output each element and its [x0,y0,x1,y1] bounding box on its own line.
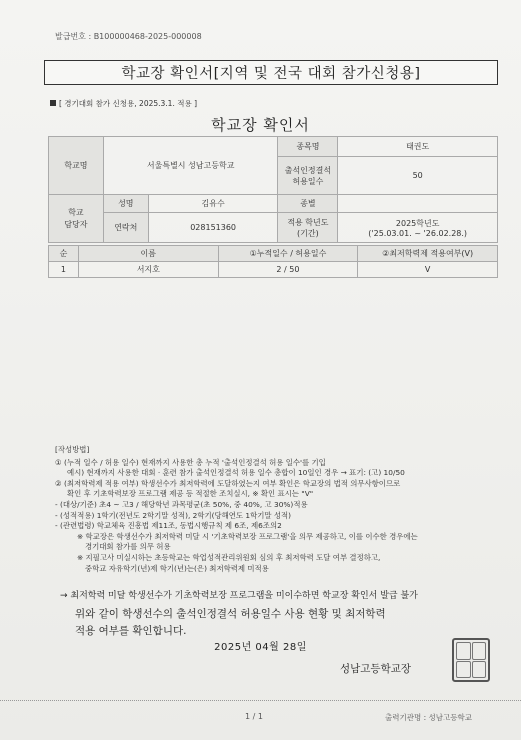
school-label: 학교명 [49,137,104,195]
document-title: 학교장 확인서 [211,116,310,134]
row-no: 1 [49,262,79,278]
guide-line: ② (최저학력제 적용 여부) 학생선수가 최저학력에 도달하였는지 여부 확인은 학교장의 법적 의무사항이므로 [55,478,401,488]
allowed-days-label-line1: 출석인정결석 [284,165,332,175]
notice-line: → 최저학력 미달 학생선수가 기초학력보장 프로그램을 미이수하면 학교장 확인서 발급 불가 [60,591,418,601]
footer-divider [0,700,521,701]
square-bullet-icon [50,100,56,106]
category-value [338,195,498,213]
info-table [48,136,498,243]
guide-line: - (대상/기준) 초4 ~ 고3 / 해당학년 과목평균(초 50%, 중 40%, 고 30%)적용 [55,499,308,509]
year-value-line2: ('25.03.01. ~ '26.02.28.) [368,228,468,238]
guide-title: [작성방법] [55,445,90,454]
list-header-name: 이름 [78,246,218,262]
year-label-line1: 적용 학년도 [287,217,329,227]
guide-line: 중학교 자유학기(년)제 학기(년)는(은) 최저학력제 미적용 [85,563,269,573]
issue-number: 발급번호 : B100000468-2025-000008 [55,32,202,41]
list-header-minimum: ②최저학력제 적용여부(V) [358,246,498,262]
writing-guide [55,445,485,574]
event-label: 종목명 [278,137,338,157]
guide-line: - (관련법령) 학교체육 진흥법 제11조, 동법시행규칙 제 6조, 제6조의2 [55,521,282,531]
year-value [338,213,498,243]
contact-label: 연락처 [103,213,148,243]
contact-value: 028151360 [148,213,278,243]
confirmation-text [75,606,386,640]
row-name: 서지호 [78,262,218,278]
issue-date: 2025년 04월 28일 [214,642,307,653]
event-value: 태권도 [338,137,498,157]
guide-line: 확인 후 기초학력보장 프로그램 제공 등 적절한 조치실시, ※ 확인 표시는 "V" [67,489,314,499]
list-header-row [49,246,498,262]
confirmation-line1: 위와 같이 학생선수의 출석인정결석 허용일수 사용 현황 및 최저학력 [75,608,386,620]
year-label-line2: (기간) [297,228,319,238]
confirmation-line2: 적용 여부를 확인합니다. [75,625,187,637]
guide-line: ※ 학교장은 학생선수가 최저학력 미달 시 '기초학력보장 프로그램'을 의무 제공하고, 이를 이수한 경우에는 [77,531,418,541]
principal-signature-name: 성남고등학교장 [340,663,412,675]
table-row [49,262,498,278]
guide-line: ※ 지필고사 미실시하는 초등학교는 학업성적관리위원회 심의 후 최저학력 도달 여부 결정하고, [77,552,381,562]
main-title: 학교장 확인서[지역 및 전국 대회 참가신청용] [121,66,421,82]
allowed-days-label [278,157,338,195]
list-header-no: 순 [49,246,79,262]
name-value: 김유수 [148,195,278,213]
guide-line: - (성적적용) 1학기(전년도 2학기말 성적), 2학기(당해연도 1학기말 성적) [55,510,292,520]
category-label: 종별 [278,195,338,213]
page-number: 1 / 1 [245,712,263,721]
main-title-box [44,60,498,85]
row-days: 2 / 50 [218,262,358,278]
official-seal-icon [452,638,490,682]
row-minimum: V [358,262,498,278]
guide-line: ① (누적 일수 / 허용 일수) 현재까지 사용한 총 누적 '출석인정결석 허용 일수'를 기입 [55,457,326,467]
staff-label-text: 학교 담당자 [64,207,88,229]
allowed-days-value: 50 [338,157,498,195]
issuing-institution: 출력기관명 : 성남고등학교 [385,713,472,722]
rule-note-text: [ 경기대회 참가 신청용, 2025.3.1. 적용 ] [59,99,198,108]
name-label: 성명 [103,195,148,213]
year-label [278,213,338,243]
rule-note [50,98,197,109]
student-list-table [48,245,498,278]
staff-label [49,195,104,243]
list-header-days: ①누적일수 / 허용일수 [218,246,358,262]
school-value: 서울특별시 성남고등학교 [103,137,278,195]
year-value-line1: 2025학년도 [395,218,440,228]
guide-line: 경기대회 참가를 의무 허용 [85,542,171,552]
allowed-days-label-line2: 허용일수 [292,176,324,186]
guide-line: 예시) 현재까지 사용한 대회 · 훈련 참가 출석인정결석 허용 일수 총합이 10일인 경우 → 표기: (고) 10/50 [67,468,405,478]
